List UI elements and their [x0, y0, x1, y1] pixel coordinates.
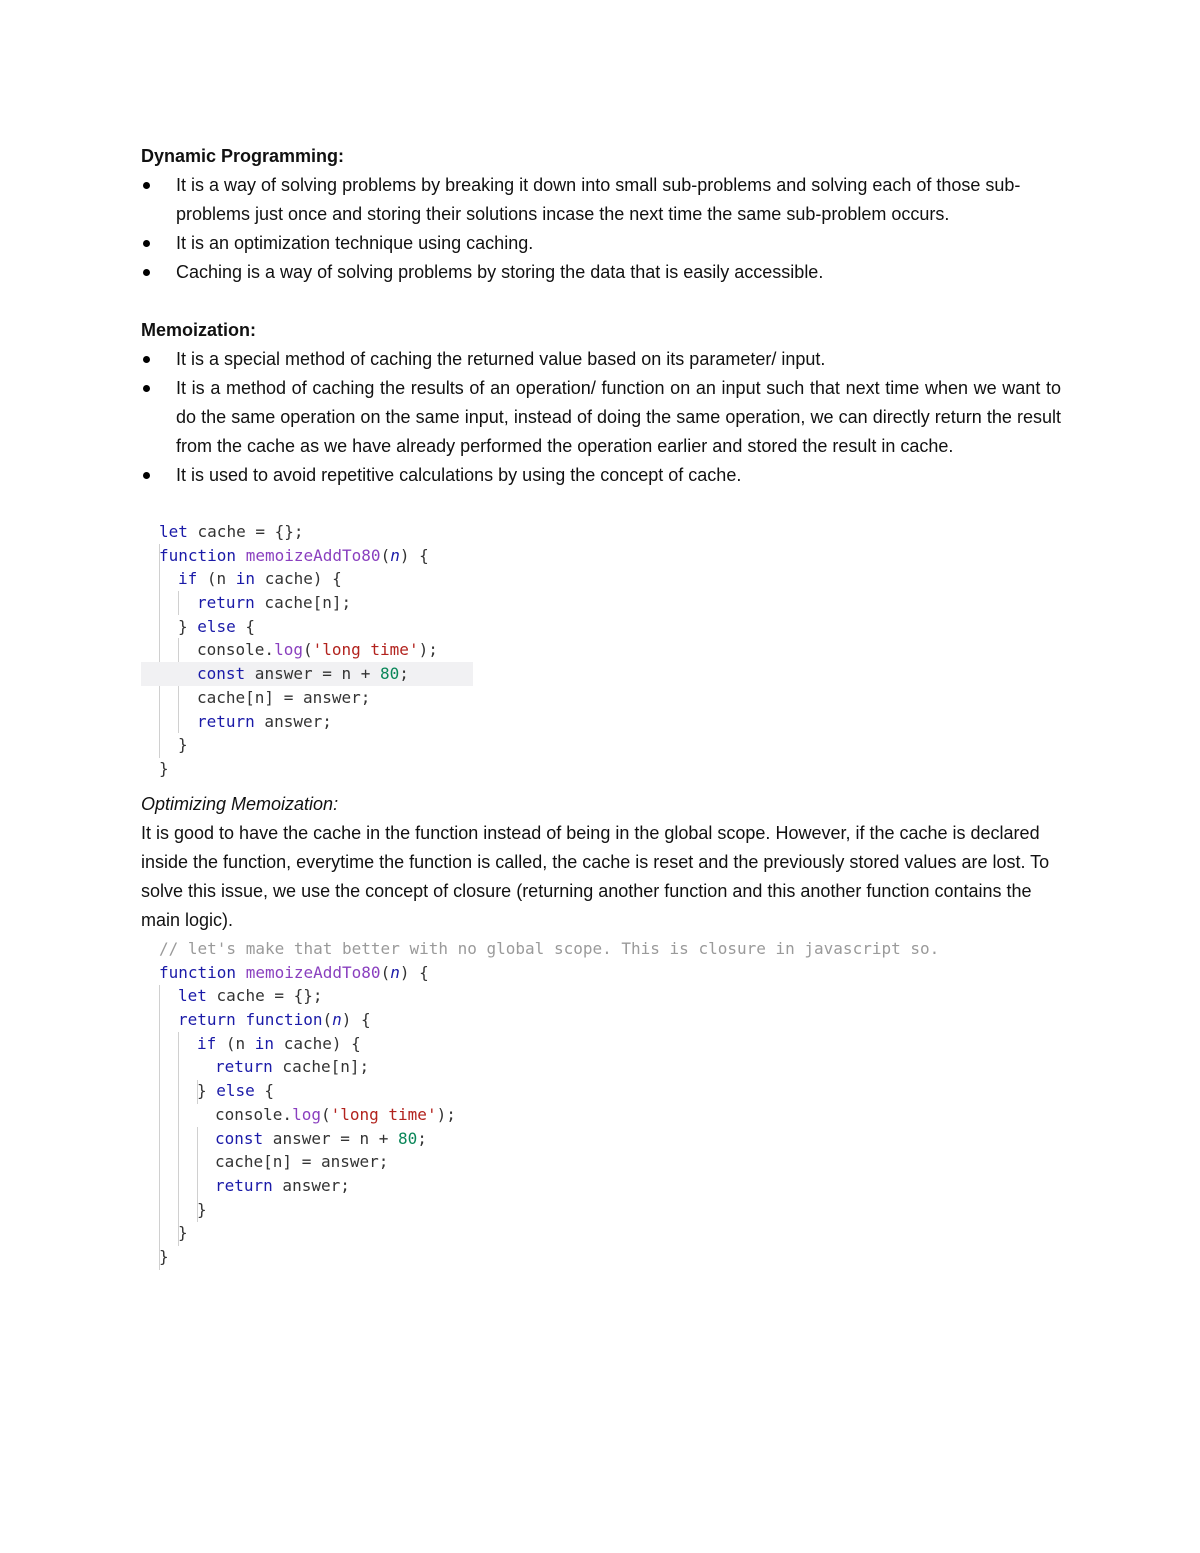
code-line	[141, 1150, 939, 1174]
bullet-icon	[143, 240, 150, 247]
code-line	[141, 1174, 939, 1198]
list-item	[141, 345, 1061, 374]
code-line	[141, 1198, 939, 1222]
code-token: in	[254, 1033, 275, 1053]
list-item	[141, 461, 1061, 490]
code-block-closure	[141, 937, 939, 1269]
list-item-text: It is a special method of caching the returned value based on its parameter/ input.	[176, 349, 826, 369]
code-token: cache[n] = answer;	[215, 1152, 389, 1172]
code-token: return	[178, 1010, 236, 1030]
code-token: (	[380, 962, 391, 982]
code-token: n	[332, 1010, 342, 1030]
code-line-highlighted	[141, 662, 473, 686]
code-token: }	[197, 1081, 217, 1101]
code-token: ) {	[399, 545, 429, 565]
code-line	[141, 567, 473, 591]
code-token: console.	[215, 1104, 293, 1124]
code-token: answer;	[272, 1175, 350, 1195]
list-item-text: It is used to avoid repetitive calculations by using the concept of cache.	[176, 465, 742, 485]
code-token: }	[178, 616, 198, 636]
code-token: }	[197, 1199, 207, 1219]
bullet-icon	[143, 472, 150, 479]
code-token: memoizeAddTo80	[245, 962, 381, 982]
code-token: 80	[398, 1128, 418, 1148]
list-item-text: It is a method of caching the results of an operation/ function on an input such that next time when we want to do the same operation on the same input, instead of doing the same operation, we can directly return the result from the cache as we have already performed the operation earlier and stored the result in cache.	[176, 378, 1061, 456]
code-token: (	[380, 545, 391, 565]
code-token: n	[390, 545, 400, 565]
code-token: memoizeAddTo80	[245, 545, 381, 565]
code-token: function	[245, 1010, 323, 1030]
code-token: answer = n +	[263, 1128, 399, 1148]
code-token: const	[215, 1128, 264, 1148]
code-line	[141, 615, 473, 639]
code-token: else	[216, 1081, 255, 1101]
code-token: cache = {};	[206, 986, 323, 1006]
code-line	[141, 1245, 939, 1269]
code-token: cache[n];	[254, 593, 352, 613]
code-line	[141, 1008, 939, 1032]
code-token: (	[302, 640, 313, 660]
code-token: }	[159, 758, 169, 778]
code-line	[141, 1055, 939, 1079]
code-token: ) {	[399, 962, 429, 982]
list-item	[141, 171, 1061, 229]
code-line	[141, 1079, 939, 1103]
code-line	[141, 686, 473, 710]
code-token: return	[197, 711, 255, 731]
list-item	[141, 374, 1061, 461]
code-token: ;	[399, 664, 409, 684]
code-line	[141, 638, 473, 662]
code-token: return	[197, 593, 255, 613]
code-token: 'long time'	[312, 640, 419, 660]
code-token: in	[235, 569, 256, 589]
list-item-text: Caching is a way of solving problems by storing the data that is easily accessible.	[176, 262, 824, 282]
code-line	[141, 1127, 939, 1151]
code-token: if	[197, 1033, 217, 1053]
code-token: 'long time'	[330, 1104, 437, 1124]
code-token: let	[159, 522, 188, 541]
code-token: (	[322, 1010, 333, 1030]
list-item-text: It is a way of solving problems by breaking it down into small sub-problems and solving each of those sub-problems just once and storing their solutions incase the next time the same sub-problem occurs.	[176, 175, 1021, 224]
bullet-icon	[143, 356, 150, 363]
code-token: function	[159, 545, 237, 565]
optimizing-paragraph: It is good to have the cache in the function instead of being in the global scope. However, if the cache is declared inside the function, everytime the function is called, the cache is reset and the previously stored values are lost. To solve this issue, we use the concept of closure (returning another function and this another function contains the main logic).	[141, 823, 1050, 930]
code-token: ;	[417, 1128, 427, 1148]
code-token: console.	[197, 640, 275, 660]
code-token: (	[320, 1104, 331, 1124]
code-line	[141, 710, 473, 734]
code-token: return	[215, 1057, 273, 1077]
memoization-section	[141, 316, 1061, 490]
code-token: ) {	[341, 1010, 371, 1030]
code-comment: // let's make that better with no global scope. This is closure in javascript so.	[159, 939, 940, 958]
code-line	[141, 984, 939, 1008]
code-token: else	[197, 616, 236, 636]
optimizing-section	[141, 790, 1061, 935]
code-token: cache[n];	[272, 1057, 370, 1077]
code-line	[141, 757, 473, 781]
code-token: log	[274, 640, 303, 660]
bullet-icon	[143, 269, 150, 276]
code-line	[141, 591, 473, 615]
code-line	[141, 1221, 939, 1245]
list-item	[141, 229, 1061, 258]
list-item-text: It is an optimization technique using caching.	[176, 233, 534, 253]
code-line	[141, 733, 473, 757]
code-token: answer;	[254, 711, 332, 731]
code-token: return	[215, 1175, 273, 1195]
code-token: log	[292, 1104, 321, 1124]
dynamic-programming-list	[141, 171, 1061, 287]
bullet-icon	[143, 182, 150, 189]
code-block-memoize	[141, 520, 473, 781]
list-item	[141, 258, 1061, 287]
bullet-icon	[143, 385, 150, 392]
code-token: (n	[216, 1033, 255, 1053]
code-token: }	[178, 735, 188, 755]
code-token: }	[159, 1246, 169, 1266]
dynamic-programming-heading: Dynamic Programming:	[141, 146, 345, 166]
code-token: n	[390, 962, 400, 982]
code-token: );	[436, 1104, 456, 1124]
code-token: cache) {	[274, 1033, 361, 1053]
memoization-heading: Memoization:	[141, 320, 256, 340]
code-line	[141, 961, 939, 985]
code-token: );	[418, 640, 438, 660]
code-token: cache[n] = answer;	[197, 687, 371, 707]
code-token: (n	[197, 569, 236, 589]
code-token: answer = n +	[245, 664, 381, 684]
code-token: {	[235, 616, 256, 636]
code-token: 80	[380, 664, 400, 684]
code-token: function	[159, 962, 237, 982]
code-token: const	[197, 664, 246, 684]
memoization-list	[141, 345, 1061, 490]
code-line	[141, 520, 473, 544]
code-line	[141, 544, 473, 568]
optimizing-heading: Optimizing Memoization:	[141, 794, 339, 814]
dynamic-programming-section	[141, 142, 1061, 287]
code-token: }	[178, 1223, 188, 1243]
code-token: if	[178, 569, 198, 589]
code-token: let	[178, 986, 207, 1006]
code-token: cache) {	[255, 569, 342, 589]
code-line	[141, 1032, 939, 1056]
code-token: {	[254, 1081, 275, 1101]
code-line	[141, 1103, 939, 1127]
code-token: cache = {};	[187, 522, 304, 541]
